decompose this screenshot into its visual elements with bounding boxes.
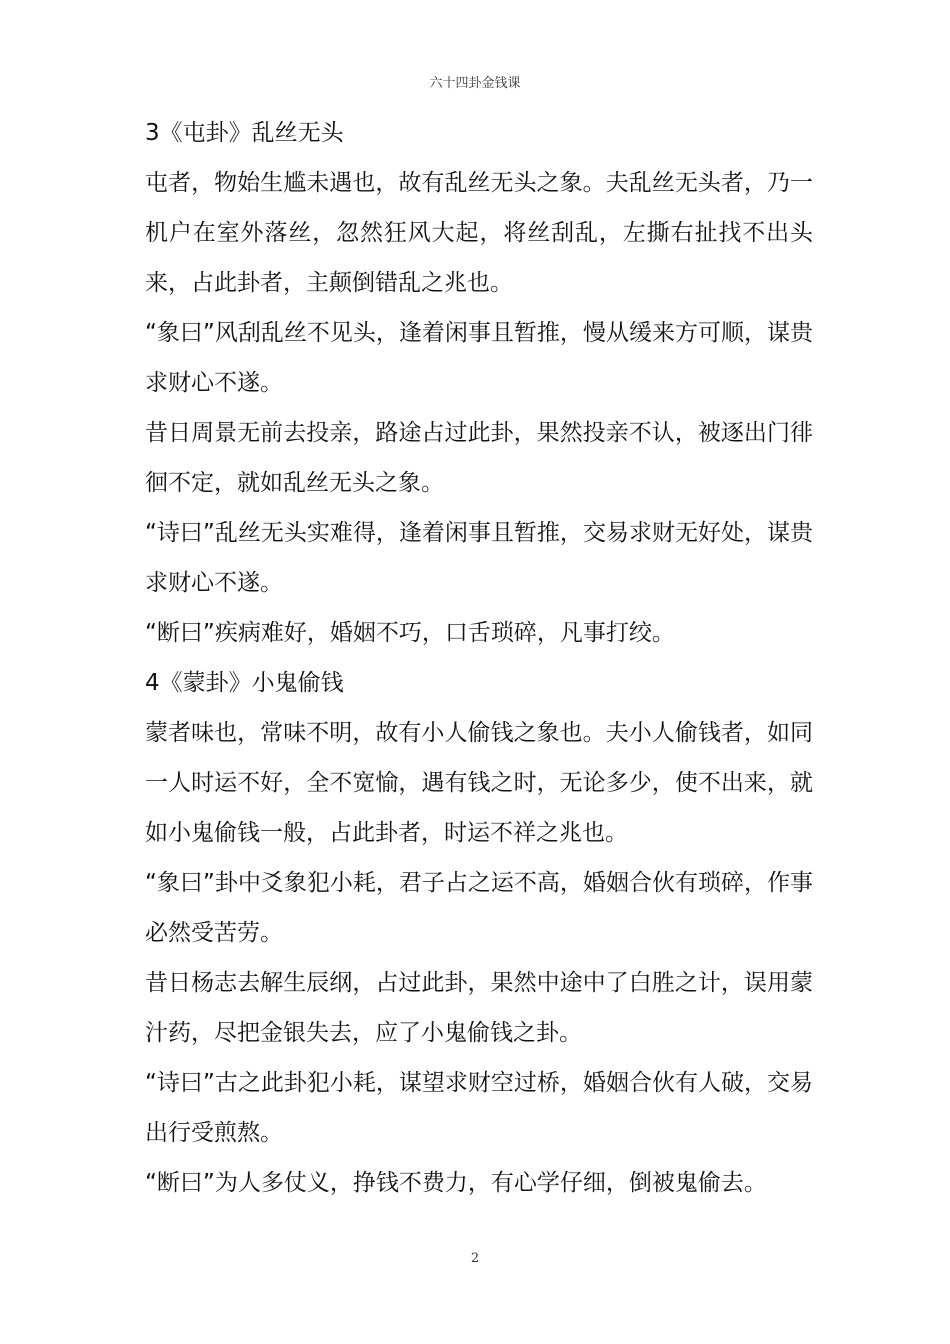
paragraph: “断曰”为人多仗义，挣钱不费力，有心学仔细，倒被鬼偷去。 [145, 1170, 767, 1196]
paragraph: 蒙者味也，常味不明，故有小人偷钱之象也。夫小人偷钱者，如同一人时运不好，全不宽愉，遇有钱之时，无论多少，使不出来，就如小鬼偷钱一般，占此卦者，时运不祥之兆也。 [145, 720, 813, 846]
page-number: 2 [470, 1251, 480, 1266]
paragraph: “断曰”疾病难好，婚姻不巧，口舌琐碎，凡事打绞。 [145, 620, 675, 646]
paragraph: “诗曰”乱丝无头实难得，逢着闲事且暂推，交易求财无好处，谋贵求财心不遂。 [145, 520, 813, 596]
paragraph: “诗曰”古之此卦犯小耗，谋望求财空过桥，婚姻合伙有人破，交易出行受煎熬。 [145, 1070, 813, 1146]
page-header: 六十四卦金钱课 [429, 76, 521, 91]
paragraph: “象曰”卦中爻象犯小耗，君子占之运不高，婚姻合伙有琐碎，作事必然受苦劳。 [145, 870, 813, 946]
paragraph: 屯者，物始生尴未遇也，故有乱丝无头之象。夫乱丝无头者，乃一机户在室外落丝，忽然狂风大起，将丝刮乱，左撕右扯找不出头来，占此卦者，主颠倒错乱之兆也。 [145, 170, 813, 296]
section-heading: 3《屯卦》乱丝无头 [145, 120, 344, 146]
paragraph: 昔日杨志去解生辰纲，占过此卦，果然中途中了白胜之计，误用蒙汁药，尽把金银失去，应了小鬼偷钱之卦。 [145, 970, 813, 1046]
paragraph: 昔日周景无前去投亲，路途占过此卦，果然投亲不认，被逐出门徘徊不定，就如乱丝无头之象。 [145, 420, 813, 496]
page-content [145, 108, 813, 1208]
section-heading: 4《蒙卦》小鬼偷钱 [145, 670, 344, 696]
paragraph: “象曰”风刮乱丝不见头，逢着闲事且暂推，慢从缓来方可顺，谋贵求财心不遂。 [145, 320, 813, 396]
